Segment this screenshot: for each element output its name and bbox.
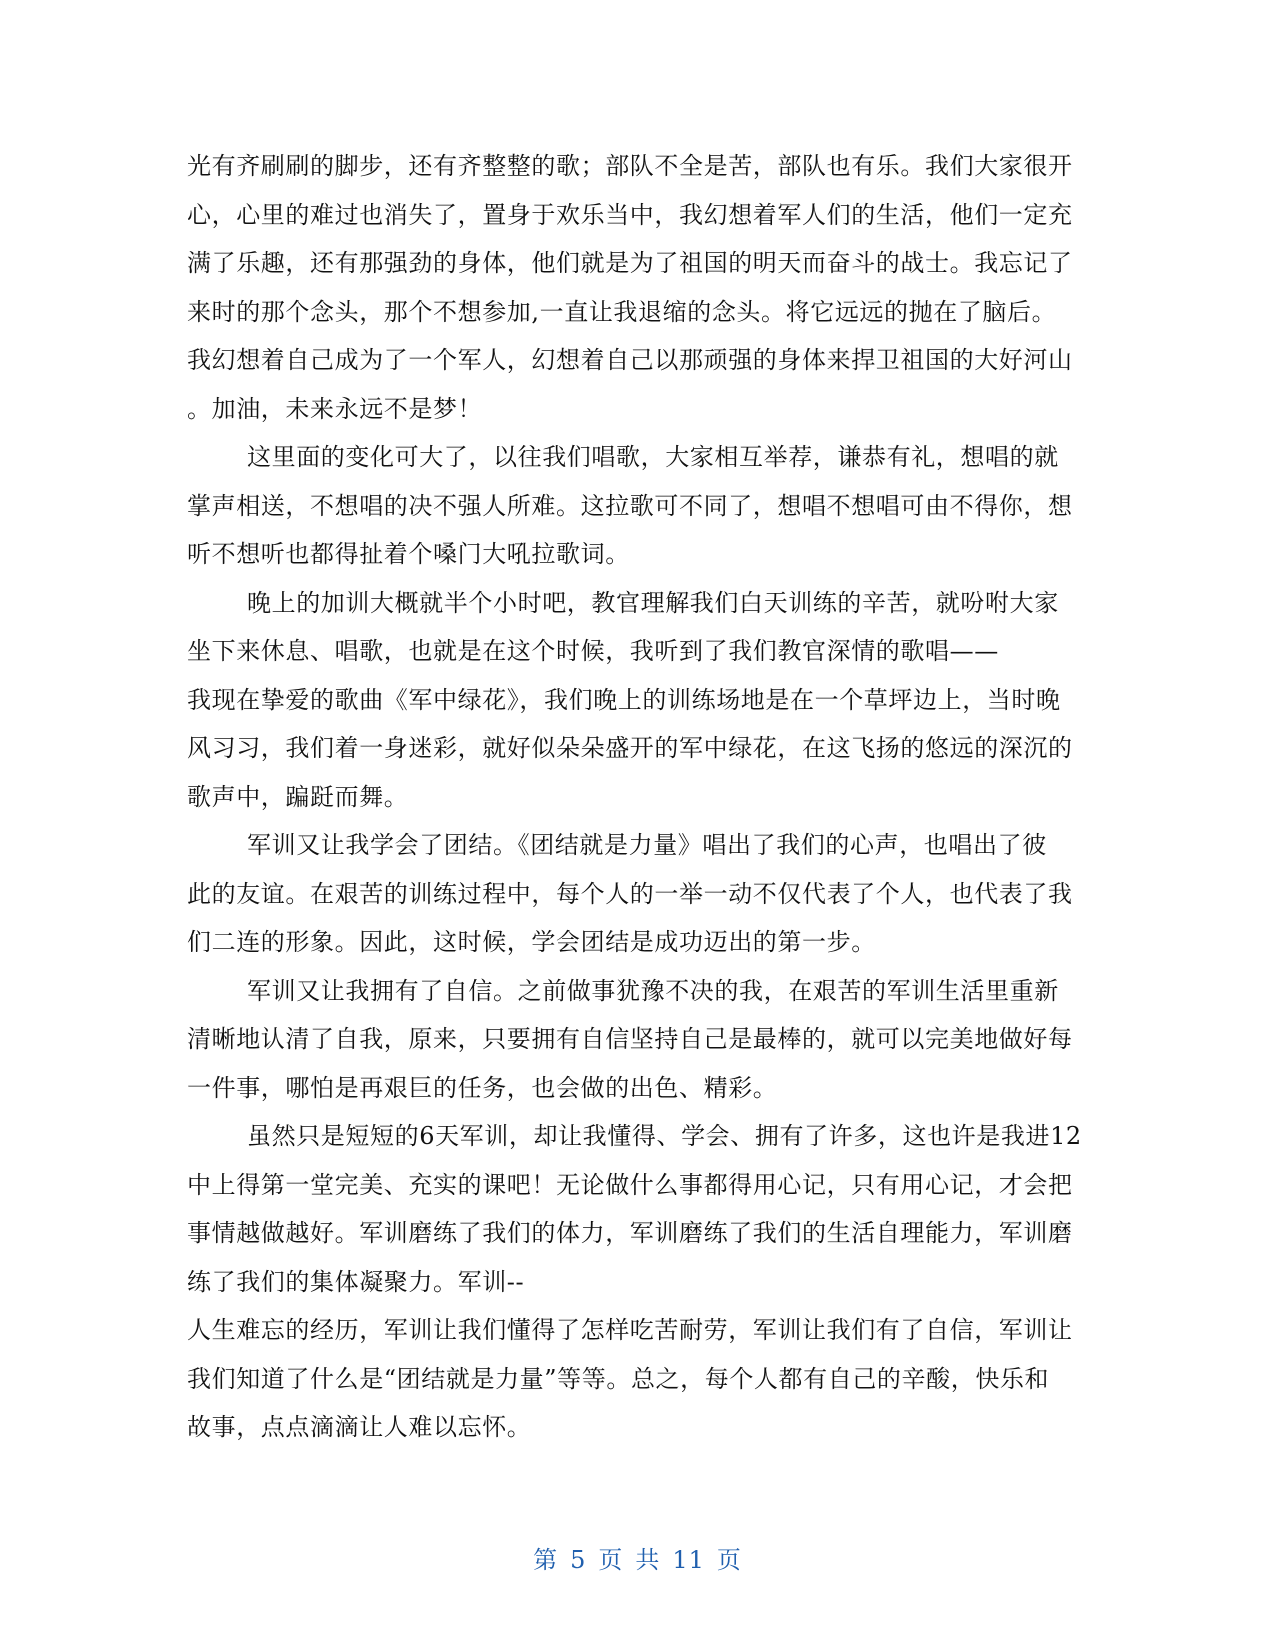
text-line: 满了乐趣，还有那强劲的身体，他们就是为了祖国的明天而奋斗的战士。我忘记了 [187, 249, 1073, 277]
text-line: 听不想听也都得扯着个嗓门大吼拉歌词。 [187, 540, 630, 568]
text-line: 掌声相送，不想唱的决不强人所难。这拉歌可不同了，想唱不想唱可由不得你，想 [187, 491, 1073, 520]
text-line: 这里面的变化可大了，以往我们唱歌，大家相互举荐，谦恭有礼，想唱的就 [247, 443, 1059, 471]
document-body [187, 142, 1087, 1452]
text-line: 人生难忘的经历，军训让我们懂得了怎样吃苦耐劳，军训让我们有了自信，军训让 [187, 1316, 1073, 1344]
footer-page-unit: 页 [598, 1546, 624, 1574]
text-line: 军训又让我拥有了自信。之前做事犹豫不决的我，在艰苦的军训生活里重新 [247, 976, 1059, 1005]
footer-total-unit: 页 [716, 1546, 742, 1574]
text-line: 虽然只是短短的6天军训，却让我懂得、学会、拥有了许多，这也许是我进12 [247, 1122, 1082, 1150]
text-line: 一件事，哪怕是再艰巨的任务，也会做的出色、精彩。 [187, 1073, 778, 1102]
text-line: 坐下来休息、唱歌，也就是在这个时候，我听到了我们教官深情的歌唱—— [187, 637, 999, 665]
text-line: 风习习，我们着一身迷彩，就好似朵朵盛开的军中绿花，在这飞扬的悠远的深沉的 [187, 734, 1073, 762]
text-line: 光有齐刷刷的脚步，还有齐整整的歌；部队不全是苦，部队也有乐。我们大家很开 [187, 152, 1073, 180]
text-line: 们二连的形象。因此，这时候，学会团结是成功迈出的第一步。 [187, 928, 876, 956]
text-line: 来时的那个念头，那个不想参加,一直让我退缩的念头。将它远远的抛在了脑后。 [187, 297, 1057, 326]
footer-current-page: 5 [570, 1546, 587, 1574]
text-line: 晚上的加训大概就半个小时吧，教官理解我们白天训练的辛苦，就吩咐大家 [247, 588, 1059, 617]
text-line: 练了我们的集体凝聚力。军训-- [187, 1267, 525, 1296]
text-line: 歌声中，蹁跹而舞。 [187, 782, 409, 811]
footer-total-label: 共 [635, 1546, 661, 1574]
text-line: 清晰地认清了自我，原来，只要拥有自信坚持自己是最棒的，就可以完美地做好每 [187, 1025, 1073, 1053]
text-line: 我现在挚爱的歌曲《军中绿花》，我们晚上的训练场地是在一个草坪边上，当时晚 [187, 685, 1061, 714]
text-line: 心，心里的难过也消失了，置身于欢乐当中，我幻想着军人们的生活，他们一定充 [187, 200, 1073, 229]
text-line: 故事，点点滴滴让人难以忘怀。 [187, 1413, 532, 1441]
text-line: 事情越做越好。军训磨练了我们的体力，军训磨练了我们的生活自理能力，军训磨 [187, 1219, 1073, 1247]
footer-total-pages: 11 [672, 1546, 705, 1574]
text-line: 我们知道了什么是“团结就是力量”等等。总之，每个人都有自己的辛酸，快乐和 [187, 1364, 1050, 1393]
text-line: 。加油，未来永远不是梦！ [187, 394, 483, 423]
text-line: 中上得第一堂完美、充实的课吧！无论做什么事都得用心记，只有用心记，才会把 [187, 1170, 1073, 1199]
footer-page-label: 第 [533, 1546, 559, 1574]
text-line: 此的友谊。在艰苦的训练过程中，每个人的一举一动不仅代表了个人，也代表了我 [187, 879, 1073, 908]
text-line: 军训又让我学会了团结。《团结就是力量》唱出了我们的心声，也唱出了彼 [247, 831, 1047, 859]
text-line: 我幻想着自己成为了一个军人，幻想着自己以那顽强的身体来捍卫祖国的大好河山 [187, 346, 1073, 374]
page-footer [0, 1540, 1275, 1575]
